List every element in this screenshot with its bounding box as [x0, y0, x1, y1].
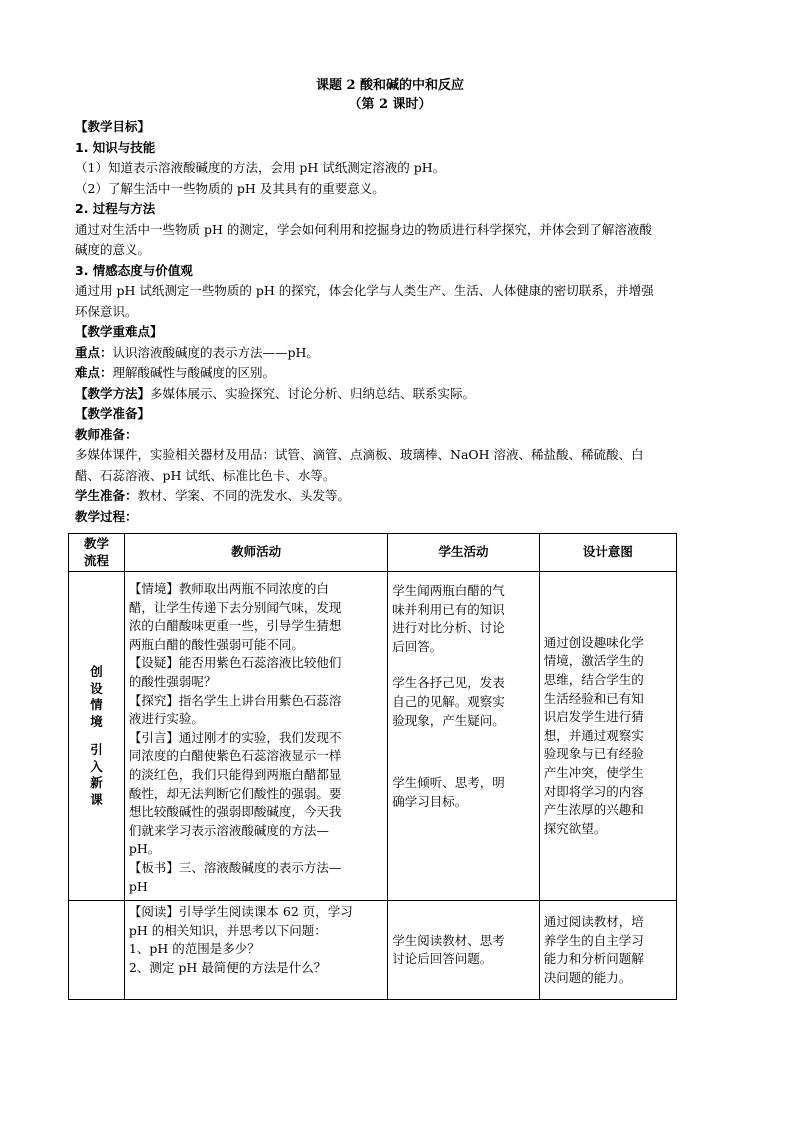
row1-stage	[69, 572, 125, 901]
stage-char: 情	[90, 697, 103, 713]
key-label: 重点：	[75, 344, 113, 360]
teacher-line: 2、测定 pH 最简便的方法是什么？	[128, 959, 327, 975]
student-spacer	[392, 730, 534, 774]
intent-line: 识启发学生进行猜	[543, 709, 644, 725]
intent-line: 想，并通过观察实	[543, 727, 644, 743]
teacher-line: 同浓度的白醋使紫色石蕊溶液显示一样	[128, 748, 342, 764]
student-spacer	[392, 656, 534, 674]
emotion-text-1: 通过用 pH 试纸测定一些物质的 pH 的探究，体会化学与人类生产、生活、人体健康的密切联系，并增强	[75, 283, 654, 298]
emotion-text-2: 环保意识。	[75, 303, 138, 319]
student-line: 讨论后回答问题。	[392, 951, 493, 967]
teacher-line: pH 的相关知识，并思考以下问题：	[128, 922, 327, 938]
teacher-line: 们就来学习表示溶液酸碱度的方法—	[128, 822, 329, 838]
intent-line: 通过创设趣味化学	[543, 634, 644, 650]
student-line: 学生闻两瓶白醋的气	[392, 583, 505, 598]
col-student-header: 学生活动	[388, 534, 539, 572]
stage-char: 境	[90, 713, 103, 729]
stage-char: 新	[90, 775, 103, 791]
student-line: 验现象，产生疑问。	[392, 712, 505, 728]
teaching-process-table	[68, 533, 677, 1000]
teacher-line: 液进行实验。	[128, 711, 204, 727]
difficulty-label: 难点：	[75, 365, 113, 380]
intent-line: 产生浓厚的兴趣和	[543, 802, 644, 818]
emotion-title: 3. 情感态度与价值观	[75, 262, 193, 278]
key-text: 认识溶液酸碱度的表示方法——pH。	[112, 344, 319, 360]
student-line: 确学习目标。	[392, 793, 468, 809]
teacher-line: 酸性，却无法判断它们酸性的强弱。要	[128, 785, 342, 801]
col-stage-header	[69, 534, 125, 572]
row1-student	[388, 572, 539, 901]
objectives-header: 【教学目标】	[75, 119, 151, 134]
process-header: 教学过程：	[75, 508, 138, 524]
stage-char: 设	[90, 680, 103, 696]
difficulty-point	[75, 363, 705, 384]
col-stage-line-1: 教学	[83, 536, 109, 551]
page-title: 课题 2 酸和碱的中和反应	[315, 78, 465, 93]
process-text-1: 通过对生活中一些物质 pH 的测定，学会如何利用和挖掘身边的物质进行科学探究，并体会到了解溶液酸	[75, 221, 652, 237]
knowledge-item-1: （1）知道表示溶液酸碱度的方法，会用 pH 试纸测定溶液的 pH。	[75, 160, 446, 175]
intent-line: 探究欲望。	[543, 820, 607, 836]
methods-label: 【教学方法】	[75, 385, 151, 401]
intent-line: 验现象与已有经验	[543, 746, 644, 762]
col-teacher-header: 教师活动	[124, 534, 387, 572]
table-header-row	[69, 534, 677, 572]
document-page	[75, 76, 705, 527]
teacher-prep-text-2: 醋、石蕊溶液、pH 试纸、标准比色卡、水等。	[75, 467, 336, 483]
student-line: 自己的见解。观察实	[392, 693, 505, 709]
student-prep	[75, 486, 705, 507]
teacher-line: pH	[128, 878, 148, 894]
student-line: 学生各抒己见，发表	[392, 675, 505, 691]
keypoints-header: 【教学重难点】	[75, 324, 163, 339]
col-stage-line-2: 流程	[83, 552, 109, 568]
key-point	[75, 343, 705, 364]
table-row	[69, 572, 677, 901]
intent-line: 生活经验和已有知	[543, 690, 644, 706]
intent-line: 能力和分析问题解	[543, 951, 644, 967]
teacher-line: 【探究】指名学生上讲台用紫色石蕊溶	[128, 692, 342, 708]
stage-char: 入	[90, 758, 103, 774]
difficulty-text: 理解酸碱性与酸碱度的区别。	[112, 365, 276, 380]
teacher-line: 的淡红色，我们只能得到两瓶白醋都显	[128, 766, 342, 782]
stage-char: 课	[90, 791, 103, 807]
methods-text: 多媒体展示、实验探究、讨论分析、归纳总结、联系实际。	[150, 385, 476, 401]
student-line: 学生倾听、思考，明	[392, 775, 505, 791]
teacher-prep-text-1: 多媒体课件，实验相关器材及用品：试管、滴管、点滴板、玻璃棒、NaOH 溶液、稀盐酸、稀硫酸、白	[75, 447, 644, 462]
teacher-line: 醋，让学生传递下去分别闻气味，发现	[128, 599, 342, 615]
teacher-prep-label: 教师准备：	[75, 426, 138, 442]
prep-header: 【教学准备】	[75, 406, 151, 421]
teacher-line: pH。	[128, 841, 161, 857]
stage-char: 引	[90, 742, 103, 758]
row2-teacher	[124, 901, 387, 1000]
intent-line: 情境，激活学生的	[543, 653, 644, 669]
student-prep-label: 学生准备：	[75, 488, 138, 503]
row2-stage	[69, 901, 125, 1000]
intent-line: 对即将学习的内容	[543, 783, 644, 799]
row1-intent	[539, 572, 676, 901]
teacher-line: 【板书】三、溶液酸碱度的表示方法—	[128, 859, 342, 875]
student-line: 学生阅读教材、思考	[392, 932, 505, 948]
table-row	[69, 901, 677, 1000]
process-text-2: 碱度的意义。	[75, 242, 151, 257]
intent-line: 产生冲突，使学生	[543, 764, 644, 780]
process-title: 2. 过程与方法	[75, 201, 156, 216]
student-line: 进行对比分析、讨论	[392, 620, 505, 636]
row1-teacher	[124, 572, 387, 901]
teacher-line: 【阅读】引导学生阅读课本 62 页，学习	[128, 904, 353, 920]
intent-line: 思维，结合学生的	[543, 671, 644, 687]
stage-gap	[73, 730, 120, 742]
intent-line: 决问题的能力。	[543, 969, 632, 985]
teacher-line: 1、pH 的范围是多少？	[128, 941, 260, 957]
knowledge-title: 1. 知识与技能	[75, 139, 156, 155]
intent-line: 通过阅读教材，培	[543, 914, 644, 930]
teacher-line: 【引言】通过刚才的实验，我们发现不	[128, 729, 342, 745]
teacher-line: 【情境】教师取出两瓶不同浓度的白	[128, 581, 329, 596]
intent-line: 养学生的自主学习	[543, 932, 644, 948]
teacher-line: 的酸性强弱呢？	[128, 673, 217, 689]
methods	[75, 384, 705, 405]
row2-intent	[539, 901, 676, 1000]
teacher-line: 浓的白醋酸味更重一些，引导学生猜想	[128, 618, 342, 634]
student-line: 味并利用已有的知识	[392, 601, 505, 617]
stage-char: 创	[90, 664, 103, 680]
teacher-line: 想比较酸碱性的强弱即酸碱度，今天我	[128, 804, 342, 820]
student-prep-text: 教材、学案、不同的洗发水、头发等。	[137, 488, 351, 503]
knowledge-item-2: （2）了解生活中一些物质的 pH 及其具有的重要意义。	[75, 180, 385, 196]
student-line: 后回答。	[392, 638, 443, 654]
row2-student	[388, 901, 539, 1000]
teacher-line: 【设疑】能否用紫色石蕊溶液比较他们	[128, 655, 342, 671]
page-subtitle: （第 2 课时）	[348, 97, 432, 112]
teacher-line: 两瓶白醋的酸性强弱可能不同。	[128, 636, 304, 652]
col-intent-header: 设计意图	[539, 534, 676, 572]
